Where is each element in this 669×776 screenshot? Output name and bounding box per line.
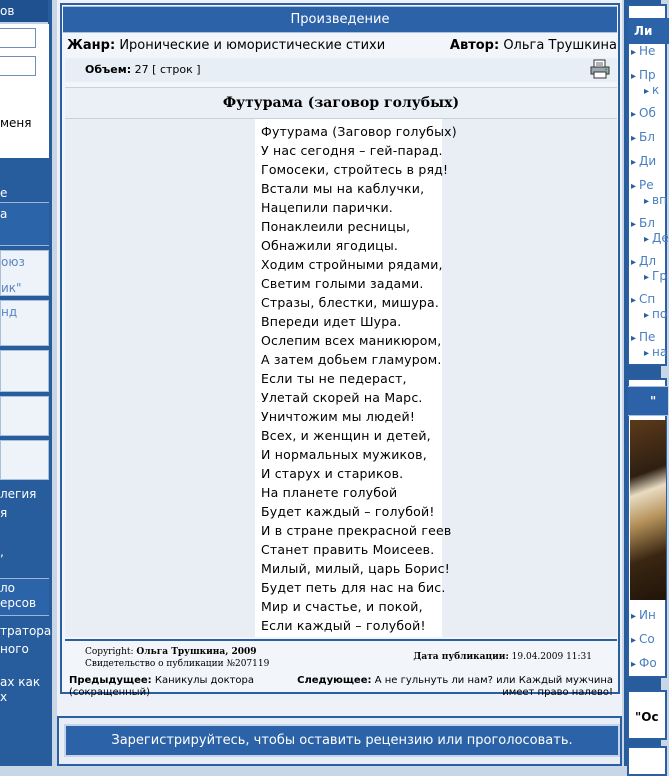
work-panel <box>60 3 620 698</box>
right-sidebar: Ли ▸ Не ▸ Пр ▸ к ▸ Об ▸ Бл ▸ Ди ▸ Ре ▸ вп ▸ Бл ▸ Де ▸ Дл ▸ Гр ▸ Сп ▸ по ▸ Пе ▸ на " ▸ Ин ▸ Со ▸ Фо "Ос <box>624 0 661 766</box>
prev-work <box>69 675 269 699</box>
left-panel-6 <box>0 440 49 480</box>
pub-date-value: 19.04.2009 11:31 <box>511 652 592 662</box>
left-link-1[interactable]: е <box>0 186 8 200</box>
poem-line: Обнажили ягодицы. <box>261 238 399 253</box>
register-panel <box>57 716 622 766</box>
next-work-link[interactable]: А не гульнуть ли нам? или Каждый мужчина имеет право налево! <box>374 675 613 698</box>
left-panel-3: нд <box>0 300 49 346</box>
prev-label: Предыдущее: <box>69 675 152 686</box>
login-remember-label: меня <box>0 116 32 130</box>
banner-image[interactable] <box>630 420 666 600</box>
poem-line: И нормальных мужиков, <box>261 447 427 462</box>
poem-line: Всех, и женщин и детей, <box>261 428 431 443</box>
volume-row <box>65 58 617 82</box>
left-panel-1: а <box>0 202 49 246</box>
certificate-link[interactable]: Свидетельство о публикации №207119 <box>85 659 270 669</box>
section-title: Произведение <box>63 6 617 33</box>
genre-label: Жанр: <box>67 38 116 53</box>
poem-line: У нас сегодня – гей-парад. <box>261 143 443 158</box>
poem-lines <box>261 122 457 635</box>
author-label: Автор: <box>449 38 500 53</box>
right-box-4 <box>627 746 667 776</box>
poem-line: Ходим стройными рядами, <box>261 257 443 272</box>
right-box-3: "Ос <box>627 690 667 740</box>
poem-line: Если каждый – голубой! <box>261 618 426 633</box>
volume-label: Объем: <box>85 63 132 76</box>
poem-line: Уничтожим мы людей! <box>261 409 416 424</box>
genre-value[interactable]: Иронические и юмористические стихи <box>119 38 386 53</box>
poem-line: Милый, милый, царь Борис! <box>261 561 450 576</box>
next-label: Следующее: <box>297 675 372 686</box>
author <box>450 36 617 56</box>
publication-date <box>413 652 592 662</box>
poem-line: Встали мы на каблучки, <box>261 181 425 196</box>
login-box <box>0 24 49 158</box>
left-panel-7: ло ерсов <box>0 578 49 616</box>
poem-line: Футурама (Заговор голубых) <box>261 124 457 139</box>
poem-line: Мир и счастье, и покой, <box>261 599 423 614</box>
poem-line: Будет каждый – голубой! <box>261 504 435 519</box>
poem-line: Стразы, блестки, мишура. <box>261 295 439 310</box>
genre <box>67 36 385 56</box>
next-work <box>283 675 613 699</box>
poem-line: На планете голубой <box>261 485 398 500</box>
left-panel-4 <box>0 350 49 392</box>
poem-line: Будет петь для нас на бис. <box>261 580 446 595</box>
copyright-value: Ольга Трушкина, 2009 <box>136 647 257 657</box>
main-content <box>57 0 622 766</box>
poem-line: Гомосеки, стройтесь в ряд! <box>261 162 449 177</box>
printer-icon[interactable] <box>590 60 610 78</box>
poem-line: Станет править Моисеев. <box>261 542 435 557</box>
password-input[interactable] <box>0 56 36 76</box>
right-banner: " <box>628 386 668 416</box>
work-meta-row <box>65 36 617 56</box>
poem-line: Улетай скорей на Марс. <box>261 390 423 405</box>
left-panel-2: оюз ик" <box>0 250 49 296</box>
divider <box>65 639 617 641</box>
poem-line: Ослепим всех маникюром, <box>261 333 442 348</box>
left-panel-5 <box>0 396 49 436</box>
left-sidebar-header: ов <box>0 0 48 24</box>
prev-work-link[interactable]: Каникулы доктора (сокращенный) <box>69 675 255 698</box>
work-title: Футурама (заговор голубых) <box>65 87 617 119</box>
poem-line: А затем добьем гламуром. <box>261 352 442 367</box>
copyright <box>85 646 269 670</box>
poem-line: Понаклеили ресницы, <box>261 219 411 234</box>
volume <box>85 63 201 76</box>
poem-line: Светим голыми задами. <box>261 276 424 291</box>
poem-line: Нацепили парички. <box>261 200 393 215</box>
poem-line: Если ты не педераст, <box>261 371 407 386</box>
login-input[interactable] <box>0 28 36 48</box>
left-sidebar: ов меня е а оюз ик" нд легия я , ло ерсов тратора ного ах как х <box>0 0 52 766</box>
volume-value: 27 [ строк ] <box>134 63 201 76</box>
register-link[interactable]: Зарегистрируйтесь, чтобы оставить рецензию или проголосовать. <box>64 724 620 757</box>
pub-date-label: Дата публикации: <box>413 652 509 662</box>
poem-text <box>65 119 617 637</box>
poem-line: И старух и стариков. <box>261 466 404 481</box>
author-value[interactable]: Ольга Трушкина <box>503 38 617 53</box>
poem-line: И в стране прекрасной геев <box>261 523 452 538</box>
right-box-title: Ли <box>634 24 653 38</box>
poem-line: Впереди идет Шура. <box>261 314 402 329</box>
copyright-label: Copyright: <box>85 647 134 657</box>
